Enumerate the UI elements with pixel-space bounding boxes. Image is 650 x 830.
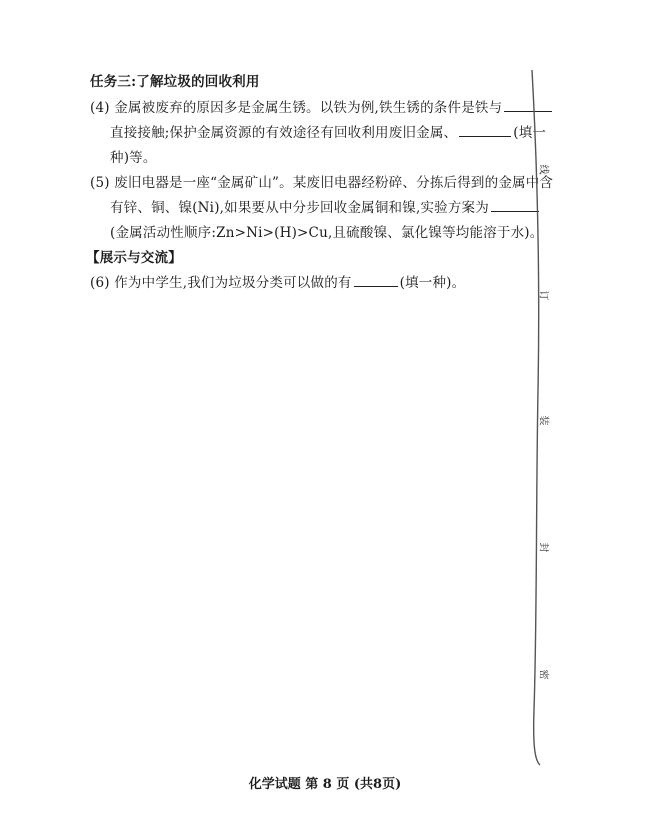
answer-blank-4b[interactable] bbox=[459, 124, 511, 137]
seal-mark-2: 订 bbox=[537, 290, 549, 301]
seal-mark-1: 线 bbox=[537, 164, 549, 175]
seal-mark-5: 密 bbox=[537, 669, 549, 680]
question-4-text-2b: (填一 bbox=[513, 125, 547, 141]
question-4-line-3: 种)等。 bbox=[110, 150, 157, 166]
seal-mark-4: 封 bbox=[537, 542, 549, 553]
section-heading: 【展示与交流】 bbox=[86, 250, 182, 266]
question-4-text-1: (4) 金属被废弃的原因多是金属生锈。以铁为例,铁生锈的条件是铁与 bbox=[90, 100, 503, 116]
question-5-text-2: 有锌、铜、镍(Ni),如果要从中分步回收金属铜和镍,实验方案为 bbox=[110, 200, 489, 216]
question-6-text-1b: (填一种)。 bbox=[399, 275, 466, 291]
question-6-text-1a: (6) 作为中学生,我们为垃圾分类可以做的有 bbox=[90, 275, 352, 291]
task-heading: 任务三:了解垃圾的回收利用 bbox=[90, 74, 260, 90]
question-6-line-1 bbox=[90, 271, 465, 291]
question-5-line-1: (5) 废旧电器是一座“金属矿山”。某废旧电器经粉碎、分拣后得到的金属中含 bbox=[90, 175, 554, 191]
answer-blank-6[interactable] bbox=[354, 274, 398, 287]
page-footer: 化学试题 第 8 页 (共8页) bbox=[248, 777, 402, 792]
question-4-line-1 bbox=[90, 96, 554, 116]
question-5-line-2 bbox=[110, 196, 541, 216]
seal-mark-3: 装 bbox=[537, 415, 549, 426]
question-5-line-3: (金属活动性顺序:Zn>Ni>(H)>Cu,且硫酸镍、氯化镍等均能溶于水)。 bbox=[110, 225, 544, 241]
question-4-text-2a: 直接接触;保护金属资源的有效途径有回收利用废旧金属、 bbox=[110, 125, 458, 141]
question-4-line-2 bbox=[110, 121, 546, 141]
